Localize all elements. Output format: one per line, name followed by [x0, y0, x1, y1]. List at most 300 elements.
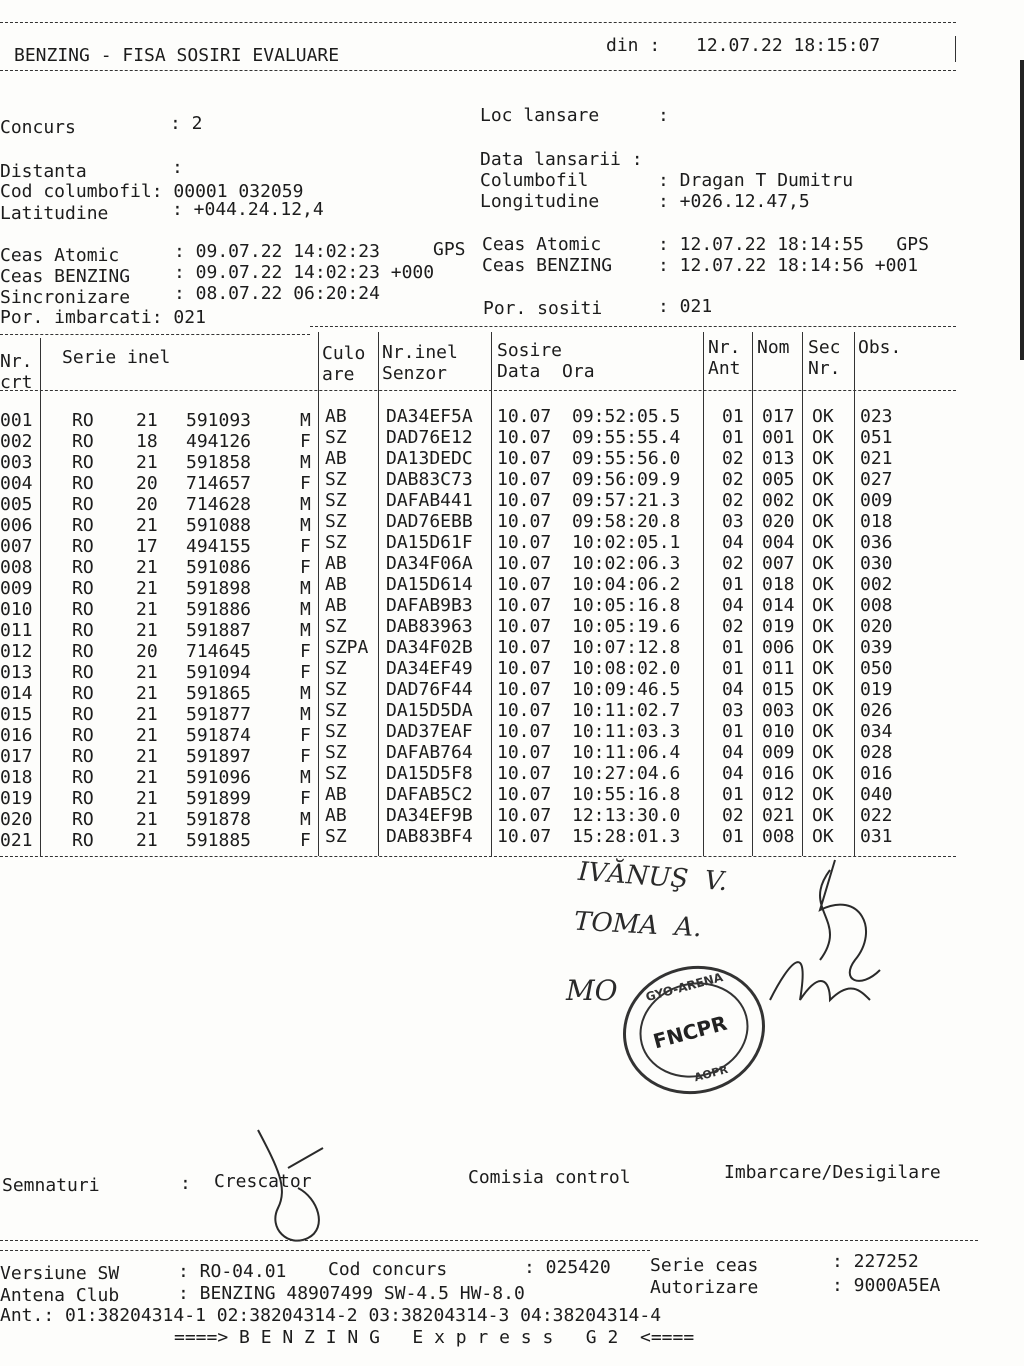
row-senzor: DA15D5DA [386, 700, 473, 721]
row-ora: 09:55:56.0 [572, 448, 681, 469]
autorizare-label: Autorizare [650, 1277, 759, 1298]
row-obs: 016 [860, 763, 893, 784]
row-ant: 01 [722, 574, 744, 595]
row-nom: 009 [762, 742, 795, 763]
row-obs: 020 [860, 616, 893, 637]
row-sex: M [300, 599, 311, 620]
row-ora: 10:55:16.8 [572, 784, 681, 805]
row-sex: F [300, 788, 311, 809]
row-tara: RO [72, 536, 94, 557]
row-tara: RO [72, 746, 94, 767]
row-sec: OK [812, 805, 834, 826]
row-an: 20 [136, 641, 158, 662]
sincronizare-label: Sincronizare [0, 287, 131, 308]
date-value: 12.07.22 18:15:07 [696, 35, 881, 56]
row-data: 10.07 [497, 427, 552, 448]
row-senzor: DA15D61F [386, 532, 473, 553]
versiune-sw-value: : RO-04.01 [178, 1261, 287, 1282]
row-nom: 016 [762, 763, 795, 784]
row-an: 17 [136, 536, 158, 557]
row-sex: M [300, 767, 311, 788]
row-nom: 021 [762, 805, 795, 826]
ceas-benzing-right-label: Ceas BENZING [482, 255, 613, 276]
row-inel: 591865 [186, 683, 252, 704]
table-top-divider-left [0, 334, 310, 335]
row-data: 10.07 [497, 763, 552, 784]
row-ora: 10:02:06.3 [572, 553, 681, 574]
row-sec: OK [812, 574, 834, 595]
row-obs: 009 [860, 490, 893, 511]
row-ant: 04 [722, 763, 744, 784]
row-inel: 591885 [186, 830, 252, 851]
row-nom: 010 [762, 721, 795, 742]
row-ora: 15:28:01.3 [572, 826, 681, 847]
th-nr-inel: Nr.inel [382, 342, 458, 363]
row-nom: 018 [762, 574, 795, 595]
row-an: 21 [136, 452, 158, 473]
row-senzor: DAFAB5C2 [386, 784, 473, 805]
row-sex: M [300, 410, 311, 431]
handwritten-name-3: MO [566, 974, 618, 1007]
row-inel: 591899 [186, 788, 252, 809]
brand-line: ====> B E N Z I N G E x p r e s s G 2 <==== [174, 1327, 695, 1348]
row-nr: 013 [0, 662, 33, 683]
row-senzor: DAFAB441 [386, 490, 473, 511]
row-tara: RO [72, 767, 94, 788]
row-data: 10.07 [497, 574, 552, 595]
row-culoare: AB [325, 448, 347, 469]
row-obs: 002 [860, 574, 893, 595]
row-sex: M [300, 452, 311, 473]
th-sec-nr: Nr. [808, 358, 841, 379]
th-sec: Sec [808, 337, 841, 358]
row-sec: OK [812, 427, 834, 448]
row-nom: 007 [762, 553, 795, 574]
table-header-divider [0, 390, 956, 391]
autorizare-value: : 9000A5EA [832, 1275, 941, 1296]
th-sosire: Sosire [497, 340, 563, 361]
row-nom: 013 [762, 448, 795, 469]
row-nom: 003 [762, 700, 795, 721]
ceas-atomic-right-value: : 12.07.22 18:14:55 GPS [658, 234, 929, 255]
row-senzor: DA15D5F8 [386, 763, 473, 784]
distanta-label: Distanta [0, 161, 87, 182]
row-culoare: SZ [325, 700, 347, 721]
row-nom: 001 [762, 427, 795, 448]
row-ant: 04 [722, 595, 744, 616]
col-sep-senzor [491, 332, 492, 856]
th-ant: Ant [708, 358, 741, 379]
row-sex: F [300, 431, 311, 452]
row-sec: OK [812, 679, 834, 700]
handwritten-name-1: IVĂNUŞ V. [577, 856, 729, 898]
latitudine-label: Latitudine [0, 203, 109, 224]
header-top-divider [0, 22, 956, 23]
row-an: 21 [136, 788, 158, 809]
row-ant: 02 [722, 469, 744, 490]
row-sec: OK [812, 763, 834, 784]
row-sex: F [300, 662, 311, 683]
row-tara: RO [72, 578, 94, 599]
stamp-top-text: GYO-ARENA [644, 970, 725, 1005]
row-sec: OK [812, 616, 834, 637]
serie-ceas-value: : 227252 [832, 1251, 919, 1272]
row-senzor: DA34EF49 [386, 658, 473, 679]
antenna-list: Ant.: 01:38204314-1 02:38204314-2 03:38204314-3 04:38204314-4 [0, 1305, 662, 1326]
row-ant: 04 [722, 679, 744, 700]
row-obs: 039 [860, 637, 893, 658]
row-sec: OK [812, 784, 834, 805]
row-sex: M [300, 809, 311, 830]
row-inel: 591096 [186, 767, 252, 788]
row-ora: 12:13:30.0 [572, 805, 681, 826]
row-an: 21 [136, 620, 158, 641]
loc-lansare-label: Loc lansare [480, 105, 600, 126]
row-sec: OK [812, 658, 834, 679]
row-an: 21 [136, 746, 158, 767]
row-sex: F [300, 473, 311, 494]
row-nr: 017 [0, 746, 33, 767]
row-culoare: AB [325, 553, 347, 574]
row-data: 10.07 [497, 616, 552, 637]
row-an: 21 [136, 599, 158, 620]
footer-top-divider [0, 1240, 978, 1241]
semnaturi-label: Semnaturi [2, 1175, 100, 1196]
ceas-benzing-label: Ceas BENZING [0, 266, 131, 287]
longitudine-value: : +026.12.47,5 [658, 191, 810, 212]
row-sex: F [300, 536, 311, 557]
row-obs: 050 [860, 658, 893, 679]
row-ant: 01 [722, 658, 744, 679]
row-nom: 002 [762, 490, 795, 511]
row-tara: RO [72, 830, 94, 851]
row-nr: 020 [0, 809, 33, 830]
row-ant: 02 [722, 490, 744, 511]
row-nr: 006 [0, 515, 33, 536]
row-ora: 09:52:05.5 [572, 406, 681, 427]
distanta-value: : [172, 157, 183, 178]
col-sep-nr [40, 338, 41, 856]
row-inel: 591093 [186, 410, 252, 431]
row-obs: 031 [860, 826, 893, 847]
row-inel: 591877 [186, 704, 252, 725]
row-data: 10.07 [497, 637, 552, 658]
concurs-label: Concurs [0, 117, 76, 138]
row-an: 21 [136, 809, 158, 830]
row-inel: 714645 [186, 641, 252, 662]
row-nom: 006 [762, 637, 795, 658]
th-senzor: Senzor [382, 363, 448, 384]
row-culoare: SZ [325, 616, 347, 637]
ceas-atomic-label: Ceas Atomic [0, 245, 120, 266]
row-inel: 591086 [186, 557, 252, 578]
row-inel: 591874 [186, 725, 252, 746]
latitudine-value: : +044.24.12,4 [172, 199, 324, 220]
row-ant: 04 [722, 742, 744, 763]
row-an: 21 [136, 767, 158, 788]
row-ora: 10:09:46.5 [572, 679, 681, 700]
data-lansarii: Data lansarii : [480, 149, 643, 170]
loc-lansare-value: : [658, 105, 669, 126]
row-ant: 01 [722, 427, 744, 448]
row-data: 10.07 [497, 679, 552, 700]
row-senzor: DAB83C73 [386, 469, 473, 490]
row-data: 10.07 [497, 532, 552, 553]
ceas-benzing-right-value: : 12.07.22 18:14:56 +001 [658, 255, 919, 276]
col-sep-nom [802, 332, 803, 856]
header-bottom-divider [0, 70, 956, 71]
row-sec: OK [812, 742, 834, 763]
row-culoare: SZPA [325, 637, 369, 658]
imbarcare-desigilare-label: Imbarcare/Desigilare [724, 1162, 941, 1183]
cod-columbofil: Cod columbofil: 00001 032059 [0, 181, 304, 202]
row-nom: 014 [762, 595, 795, 616]
por-sositi-value: : 021 [658, 296, 713, 317]
row-data: 10.07 [497, 805, 552, 826]
row-ora: 10:11:03.3 [572, 721, 681, 742]
row-sex: F [300, 641, 311, 662]
row-nr: 008 [0, 557, 33, 578]
date-label: din : [606, 35, 661, 56]
col-sep-culoare [378, 332, 379, 856]
row-obs: 021 [860, 448, 893, 469]
row-nr: 005 [0, 494, 33, 515]
row-tara: RO [72, 473, 94, 494]
row-ora: 10:08:02.0 [572, 658, 681, 679]
row-inel: 591886 [186, 599, 252, 620]
row-inel: 591887 [186, 620, 252, 641]
row-sec: OK [812, 448, 834, 469]
row-data: 10.07 [497, 595, 552, 616]
concurs-value: : 2 [170, 113, 203, 134]
col-sep-serie [318, 332, 319, 856]
row-obs: 026 [860, 700, 893, 721]
row-tara: RO [72, 788, 94, 809]
row-sec: OK [812, 700, 834, 721]
row-ant: 02 [722, 616, 744, 637]
row-culoare: AB [325, 406, 347, 427]
versiune-sw-label: Versiune SW [0, 1263, 120, 1284]
row-data: 10.07 [497, 448, 552, 469]
row-tara: RO [72, 662, 94, 683]
cod-concurs-value: : 025420 [524, 1257, 611, 1278]
stamp-center-text: FNCPR [650, 1010, 730, 1054]
crescator-label: Crescator [214, 1171, 312, 1192]
row-senzor: DA15D614 [386, 574, 473, 595]
row-ora: 09:58:20.8 [572, 511, 681, 532]
row-sec: OK [812, 637, 834, 658]
row-obs: 022 [860, 805, 893, 826]
row-ant: 02 [722, 553, 744, 574]
row-data: 10.07 [497, 742, 552, 763]
row-sex: F [300, 746, 311, 767]
row-sex: F [300, 725, 311, 746]
row-nom: 012 [762, 784, 795, 805]
row-sex: F [300, 557, 311, 578]
row-nr: 001 [0, 410, 33, 431]
semnaturi-colon: : [180, 1173, 191, 1194]
row-senzor: DAD76F44 [386, 679, 473, 700]
row-culoare: SZ [325, 679, 347, 700]
row-obs: 008 [860, 595, 893, 616]
ceas-atomic-gps: GPS [433, 239, 466, 260]
row-sex: F [300, 830, 311, 851]
row-data: 10.07 [497, 826, 552, 847]
row-senzor: DAD76E12 [386, 427, 473, 448]
row-an: 20 [136, 494, 158, 515]
row-ant: 02 [722, 805, 744, 826]
row-obs: 027 [860, 469, 893, 490]
row-nr: 011 [0, 620, 33, 641]
col-sep-sosire [703, 332, 704, 856]
row-tara: RO [72, 725, 94, 746]
row-nr: 015 [0, 704, 33, 725]
cod-concurs-label: Cod concurs [328, 1259, 448, 1280]
handwritten-name-2: TOMA A. [573, 906, 703, 944]
antena-club-value: : BENZING 48907499 SW-4.5 HW-8.0 [178, 1283, 525, 1304]
row-ant: 03 [722, 511, 744, 532]
row-sec: OK [812, 826, 834, 847]
row-tara: RO [72, 620, 94, 641]
row-culoare: SZ [325, 826, 347, 847]
ceas-atomic-right-label: Ceas Atomic [482, 234, 602, 255]
fncpr-stamp [616, 958, 776, 1108]
row-ora: 10:04:06.2 [572, 574, 681, 595]
row-inel: 494126 [186, 431, 252, 452]
row-tara: RO [72, 431, 94, 452]
row-nr: 014 [0, 683, 33, 704]
row-an: 21 [136, 515, 158, 536]
row-nr: 007 [0, 536, 33, 557]
page-title: BENZING - FISA SOSIRI EVALUARE [14, 45, 340, 66]
sincronizare-value: : 08.07.22 06:20:24 [174, 283, 380, 304]
row-tara: RO [72, 410, 94, 431]
row-inel: 591094 [186, 662, 252, 683]
row-an: 21 [136, 725, 158, 746]
th-obs: Obs. [858, 337, 902, 358]
row-obs: 051 [860, 427, 893, 448]
row-data: 10.07 [497, 784, 552, 805]
row-tara: RO [72, 494, 94, 515]
row-sex: M [300, 620, 311, 641]
row-senzor: DAFAB9B3 [386, 595, 473, 616]
row-ora: 10:05:19.6 [572, 616, 681, 637]
columbofil-label: Columbofil [480, 170, 589, 191]
row-sec: OK [812, 406, 834, 427]
row-an: 21 [136, 683, 158, 704]
row-senzor: DA34EF9B [386, 805, 473, 826]
row-nr: 012 [0, 641, 33, 662]
row-nr: 004 [0, 473, 33, 494]
row-culoare: SZ [325, 742, 347, 763]
row-culoare: SZ [325, 469, 347, 490]
row-obs: 034 [860, 721, 893, 742]
row-culoare: AB [325, 805, 347, 826]
row-sex: M [300, 683, 311, 704]
row-an: 21 [136, 662, 158, 683]
row-ora: 10:07:12.8 [572, 637, 681, 658]
th-culo: Culo [322, 343, 366, 364]
row-nom: 004 [762, 532, 795, 553]
row-ant: 03 [722, 700, 744, 721]
row-ora: 10:27:04.6 [572, 763, 681, 784]
row-an: 21 [136, 578, 158, 599]
row-senzor: DA34EF5A [386, 406, 473, 427]
ceas-benzing-value: : 09.07.22 14:02:23 +000 [174, 262, 435, 283]
row-sex: M [300, 494, 311, 515]
row-sec: OK [812, 595, 834, 616]
row-nr: 018 [0, 767, 33, 788]
row-inel: 591878 [186, 809, 252, 830]
handwritten-signatures [760, 850, 900, 1010]
row-ant: 01 [722, 406, 744, 427]
row-tara: RO [72, 809, 94, 830]
crescator-signature [248, 1128, 338, 1258]
th-crt: crt [0, 372, 33, 393]
th-data-ora: Data Ora [497, 361, 595, 382]
row-senzor: DA13DEDC [386, 448, 473, 469]
row-data: 10.07 [497, 511, 552, 532]
comisia-control-label: Comisia control [468, 1167, 631, 1188]
row-ant: 01 [722, 826, 744, 847]
page-edge [1020, 60, 1024, 360]
row-senzor: DAFAB764 [386, 742, 473, 763]
row-sec: OK [812, 511, 834, 532]
row-inel: 591898 [186, 578, 252, 599]
row-obs: 036 [860, 532, 893, 553]
row-tara: RO [72, 599, 94, 620]
row-data: 10.07 [497, 406, 552, 427]
row-data: 10.07 [497, 658, 552, 679]
row-ora: 10:11:06.4 [572, 742, 681, 763]
row-culoare: SZ [325, 490, 347, 511]
row-inel: 494155 [186, 536, 252, 557]
row-obs: 040 [860, 784, 893, 805]
por-sositi-label: Por. sositi [483, 298, 603, 319]
row-ora: 09:57:21.3 [572, 490, 681, 511]
row-tara: RO [72, 557, 94, 578]
row-senzor: DA34F06A [386, 553, 473, 574]
row-nom: 019 [762, 616, 795, 637]
row-nom: 020 [762, 511, 795, 532]
footer-top-divider-2 [0, 1250, 650, 1251]
row-senzor: DAD76EBB [386, 511, 473, 532]
row-inel: 714628 [186, 494, 252, 515]
row-tara: RO [72, 683, 94, 704]
columbofil-value: : Dragan T Dumitru [658, 170, 854, 191]
row-data: 10.07 [497, 469, 552, 490]
row-ant: 01 [722, 784, 744, 805]
col-sep-sec [854, 332, 855, 856]
row-senzor: DAB83BF4 [386, 826, 473, 847]
row-data: 10.07 [497, 721, 552, 742]
row-ora: 09:55:55.4 [572, 427, 681, 448]
row-obs: 023 [860, 406, 893, 427]
row-senzor: DA34F02B [386, 637, 473, 658]
row-obs: 018 [860, 511, 893, 532]
row-culoare: SZ [325, 511, 347, 532]
th-nom: Nom [757, 337, 790, 358]
row-culoare: SZ [325, 763, 347, 784]
row-ant: 01 [722, 721, 744, 742]
stamp-bottom-text: AOPR [692, 1062, 730, 1085]
row-senzor: DAD37EAF [386, 721, 473, 742]
row-ant: 04 [722, 532, 744, 553]
row-sex: M [300, 515, 311, 536]
row-sec: OK [812, 553, 834, 574]
row-nr: 016 [0, 725, 33, 746]
row-an: 18 [136, 431, 158, 452]
